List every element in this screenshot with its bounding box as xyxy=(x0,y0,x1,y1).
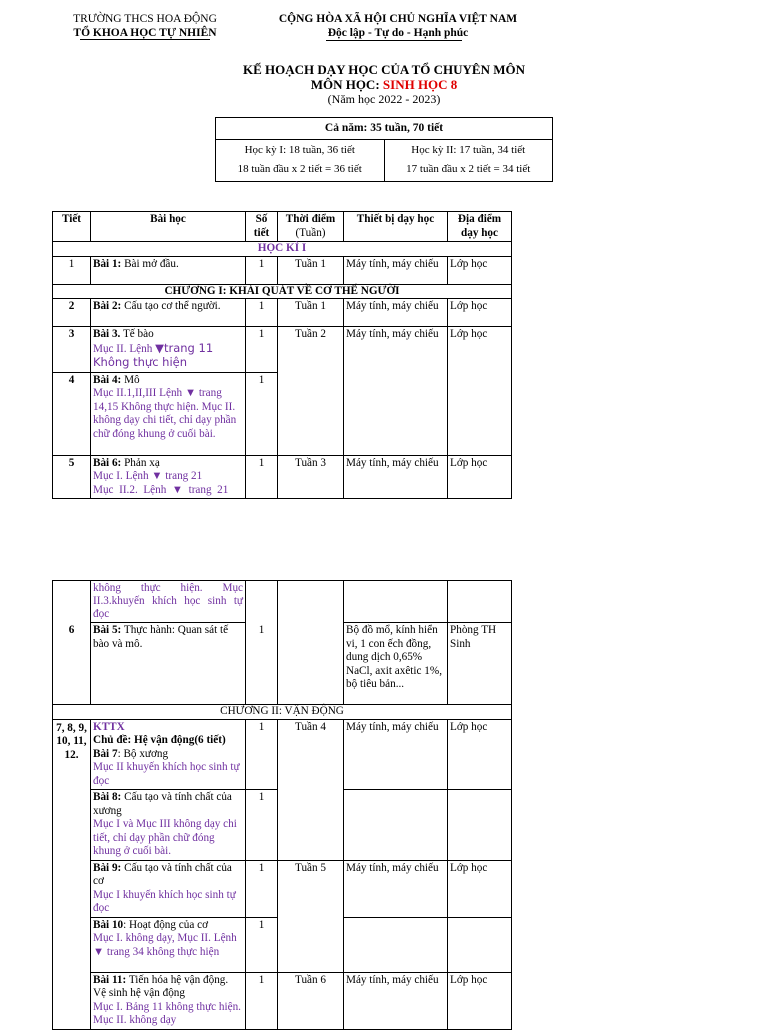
row-so-tiet: 1 xyxy=(246,719,278,790)
lesson-label: Bài 10 xyxy=(93,918,124,931)
table-row xyxy=(53,256,512,284)
lesson-label: Bài 1: xyxy=(93,257,122,270)
lesson-note-2: Mục II.2. Lệnh ▼ trang 21 xyxy=(93,483,229,496)
row-thiet-bi xyxy=(344,790,448,861)
table-row xyxy=(53,455,512,499)
header-underline-right xyxy=(326,40,462,41)
col-dia-diem xyxy=(448,212,512,242)
row-lesson xyxy=(91,860,246,917)
row-lesson xyxy=(91,299,246,327)
row-dia-diem: Lớp học xyxy=(448,972,512,1029)
motto-label: Độc lập - Tự do - Hạnh phúc xyxy=(327,27,469,39)
row-so-tiet: 1 xyxy=(246,327,278,373)
title-line: KẾ HOẠCH DẠY HỌC CỦA TỔ CHUYÊN MÔN xyxy=(242,62,526,77)
row-so-tiet: 1 xyxy=(246,623,278,705)
lesson-title: Cấu tạo cơ thể người. xyxy=(121,300,221,312)
hk1-weeks: Học kỳ I: 18 tuần, 36 tiết xyxy=(244,144,355,156)
lesson-title: : Hoạt động của cơ xyxy=(123,918,208,931)
lesson-note-continued: không thực hiện. Mục II.3.khuyến khích học sinh tự đọc xyxy=(91,581,246,623)
lesson-note: Mục II.1,II,III Lệnh ▼ trang 14,15 Không thực hiện. Mục II. không dạy chi tiết, chỉ dạy phần chữ đóng khung ở cuối bài. xyxy=(93,387,237,440)
nation-label: CỘNG HÒA XÃ HỘI CHỦ NGHĨA VIỆT NAM xyxy=(278,13,518,25)
lesson-label: Bài 6: xyxy=(93,456,122,469)
lesson-label: Bài 4: xyxy=(93,373,122,386)
topic-title: Chủ đề: Hệ vận động(6 tiết) xyxy=(93,734,226,746)
row-tiet xyxy=(53,581,91,623)
col-thoi-diem-2: (Tuần) xyxy=(295,226,326,239)
row-dia-diem: Lớp học xyxy=(448,455,512,499)
row-lesson xyxy=(91,790,246,861)
lesson-note: Mục I. không dạy, Mục II. Lệnh ▼ trang 34 không thực hiện xyxy=(93,932,237,958)
row-tuan: Tuần 2 xyxy=(278,327,344,456)
summary-total: Cả năm: 35 tuần, 70 tiết xyxy=(216,118,553,140)
table-row xyxy=(53,972,512,1029)
row-dia-diem: Lớp học xyxy=(448,860,512,917)
row-thiet-bi: Máy tính, máy chiếu xyxy=(344,455,448,499)
row-so-tiet: 1 xyxy=(246,372,278,455)
row-dia-diem: Lớp học xyxy=(448,719,512,790)
row-lesson xyxy=(91,719,246,790)
row-lesson xyxy=(91,623,246,705)
hk2-formula: 17 tuần đầu x 2 tiết = 34 tiết xyxy=(406,163,531,175)
row-thiet-bi: Máy tính, máy chiếu xyxy=(344,719,448,790)
plan-table-2 xyxy=(52,580,512,1030)
row-tiet: 1 xyxy=(53,256,91,284)
row-dia-diem xyxy=(448,790,512,861)
summary-table xyxy=(215,117,553,182)
row-thiet-bi: Máy tính, máy chiếu xyxy=(344,299,448,327)
col-tiet: Tiết xyxy=(53,212,91,242)
lesson-label: Bài 7 xyxy=(93,747,118,760)
summary-hk2 xyxy=(384,140,553,182)
subject-prefix: MÔN HỌC: xyxy=(310,77,383,92)
row-so-tiet: 1 xyxy=(246,860,278,917)
chapter-heading: CHƯƠNG I: KHÁI QUÁT VỀ CƠ THỂ NGƯỜI xyxy=(53,284,512,299)
row-dia-diem: Lớp học xyxy=(448,256,512,284)
row-thiet-bi: Bộ đồ mổ, kính hiển vi, 1 con ếch đồng, dung dịch 0,65% NaCl, axit axêtic 1%, bộ tiêu bản... xyxy=(344,623,448,705)
row-so-tiet: 1 xyxy=(246,256,278,284)
row-tuan: Tuần 3 xyxy=(278,455,344,499)
col-thoi-diem xyxy=(278,212,344,242)
lesson-note: Mục I. Lệnh ▼ trang 21 xyxy=(93,470,203,482)
kttx-label: KTTX xyxy=(93,720,125,733)
row-thiet-bi xyxy=(344,581,448,623)
lesson-label: Bài 5: xyxy=(93,624,122,636)
row-dia-diem xyxy=(448,581,512,623)
school-name xyxy=(60,12,230,40)
lesson-title: Bài mở đầu. xyxy=(121,257,179,270)
row-so-tiet: 1 xyxy=(246,455,278,499)
row-tuan: Tuần 4 xyxy=(278,719,344,860)
row-thiet-bi: Máy tính, máy chiếu xyxy=(344,972,448,1029)
lesson-note-status: Không thực hiện xyxy=(93,355,188,369)
semester-heading: HỌC KÌ I xyxy=(53,242,512,257)
department-label: TỔ KHOA HỌC TỰ NHIÊN xyxy=(73,27,217,39)
row-thiet-bi: Máy tính, máy chiếu xyxy=(344,327,448,456)
row-dia-diem xyxy=(448,917,512,972)
subject-line xyxy=(150,77,618,92)
col-dia-diem-2: dạy học xyxy=(461,226,498,239)
lesson-label: Bài 11: xyxy=(93,973,127,986)
row-lesson xyxy=(91,917,246,972)
table-row xyxy=(53,327,512,373)
row-tuan xyxy=(278,581,344,705)
lesson-title: Mô xyxy=(121,373,140,386)
table-row xyxy=(53,860,512,917)
row-tuan: Tuần 1 xyxy=(278,256,344,284)
row-tiet: 6 xyxy=(53,623,91,705)
school-year: (Năm học 2022 - 2023) xyxy=(327,92,441,106)
row-tiet: 3 xyxy=(53,327,91,373)
nation-header xyxy=(268,12,528,40)
row-thiet-bi: Máy tính, máy chiếu xyxy=(344,256,448,284)
row-dia-diem: Lớp học xyxy=(448,299,512,327)
row-so-tiet: 1 xyxy=(246,972,278,1029)
chapter-heading: CHƯƠNG II: VẬN ĐỘNG xyxy=(53,705,512,720)
lesson-note: Mục II khuyến khích học sinh tự đọc xyxy=(93,761,240,787)
lesson-title: Phản xạ xyxy=(121,456,160,469)
table-row xyxy=(53,299,512,327)
col-bai-hoc: Bài học xyxy=(91,212,246,242)
row-tuan: Tuần 6 xyxy=(278,972,344,1029)
lesson-title: Cấu tạo và tính chất của xương xyxy=(93,791,232,817)
col-dia-diem-1: Địa điểm xyxy=(457,213,502,225)
lesson-note: Mục II. Lệnh xyxy=(93,342,156,355)
row-so-tiet xyxy=(246,581,278,623)
lesson-label: Bài 3. xyxy=(93,328,121,340)
lesson-note: Mục I và Mục III không dạy chi tiết, chỉ dạy phần chữ đóng khung ở cuối bài. xyxy=(93,818,237,857)
row-tiet: 5 xyxy=(53,455,91,499)
hk2-weeks: Học kỳ II: 17 tuần, 34 tiết xyxy=(411,144,526,156)
col-thiet-bi: Thiết bị dạy học xyxy=(344,212,448,242)
row-lesson xyxy=(91,972,246,1029)
lesson-title: Tiến hóa hệ vận động. Vệ sinh hệ vận động xyxy=(93,973,229,999)
hk1-formula: 18 tuần đầu x 2 tiết = 36 tiết xyxy=(237,163,362,175)
school-label: TRƯỜNG THCS HOA ĐỘNG xyxy=(73,13,217,25)
row-tiet: 7, 8, 9, 10, 11, 12. xyxy=(53,719,91,1029)
row-lesson xyxy=(91,256,246,284)
row-lesson xyxy=(91,327,246,373)
lesson-note-page: ▼trang 11 xyxy=(155,340,214,355)
lesson-title: Thực hành: Quan sát tế bào và mô. xyxy=(93,624,229,650)
lesson-title: : Bộ xương xyxy=(117,747,169,760)
row-lesson xyxy=(91,372,246,455)
document-title xyxy=(150,62,618,107)
subject-name: SINH HỌC 8 xyxy=(382,77,458,92)
col-so-tiet xyxy=(246,212,278,242)
summary-hk1 xyxy=(216,140,385,182)
row-tuan: Tuần 1 xyxy=(278,299,344,327)
col-so-tiet-2: tiết xyxy=(253,226,270,239)
lesson-note: Mục I khuyến khích học sinh tự đọc xyxy=(93,888,236,914)
col-thoi-diem-1: Thời điểm xyxy=(285,213,336,225)
row-dia-diem: Phòng TH Sinh xyxy=(448,623,512,705)
lesson-note: Mục I. Bảng 11 không thực hiện. Mục II. không dạy xyxy=(93,1000,241,1026)
lesson-title: Tế bào xyxy=(120,328,154,340)
row-lesson xyxy=(91,455,246,499)
row-thiet-bi xyxy=(344,917,448,972)
row-so-tiet: 1 xyxy=(246,299,278,327)
row-tiet: 2 xyxy=(53,299,91,327)
lesson-label: Bài 8: xyxy=(93,791,122,803)
row-so-tiet: 1 xyxy=(246,790,278,861)
lesson-title: Cấu tạo và tính chất của cơ xyxy=(93,861,232,887)
row-tiet: 4 xyxy=(53,372,91,455)
lesson-label: Bài 9: xyxy=(93,861,122,874)
row-thiet-bi: Máy tính, máy chiếu xyxy=(344,860,448,917)
row-so-tiet: 1 xyxy=(246,917,278,972)
col-so-tiet-1: Số xyxy=(255,213,268,225)
lesson-label: Bài 2: xyxy=(93,300,122,312)
table-row xyxy=(53,719,512,790)
header-underline-left xyxy=(80,39,210,40)
plan-table-1 xyxy=(52,211,512,499)
row-tuan: Tuần 5 xyxy=(278,860,344,972)
row-dia-diem: Lớp học xyxy=(448,327,512,456)
table-row xyxy=(53,581,512,623)
